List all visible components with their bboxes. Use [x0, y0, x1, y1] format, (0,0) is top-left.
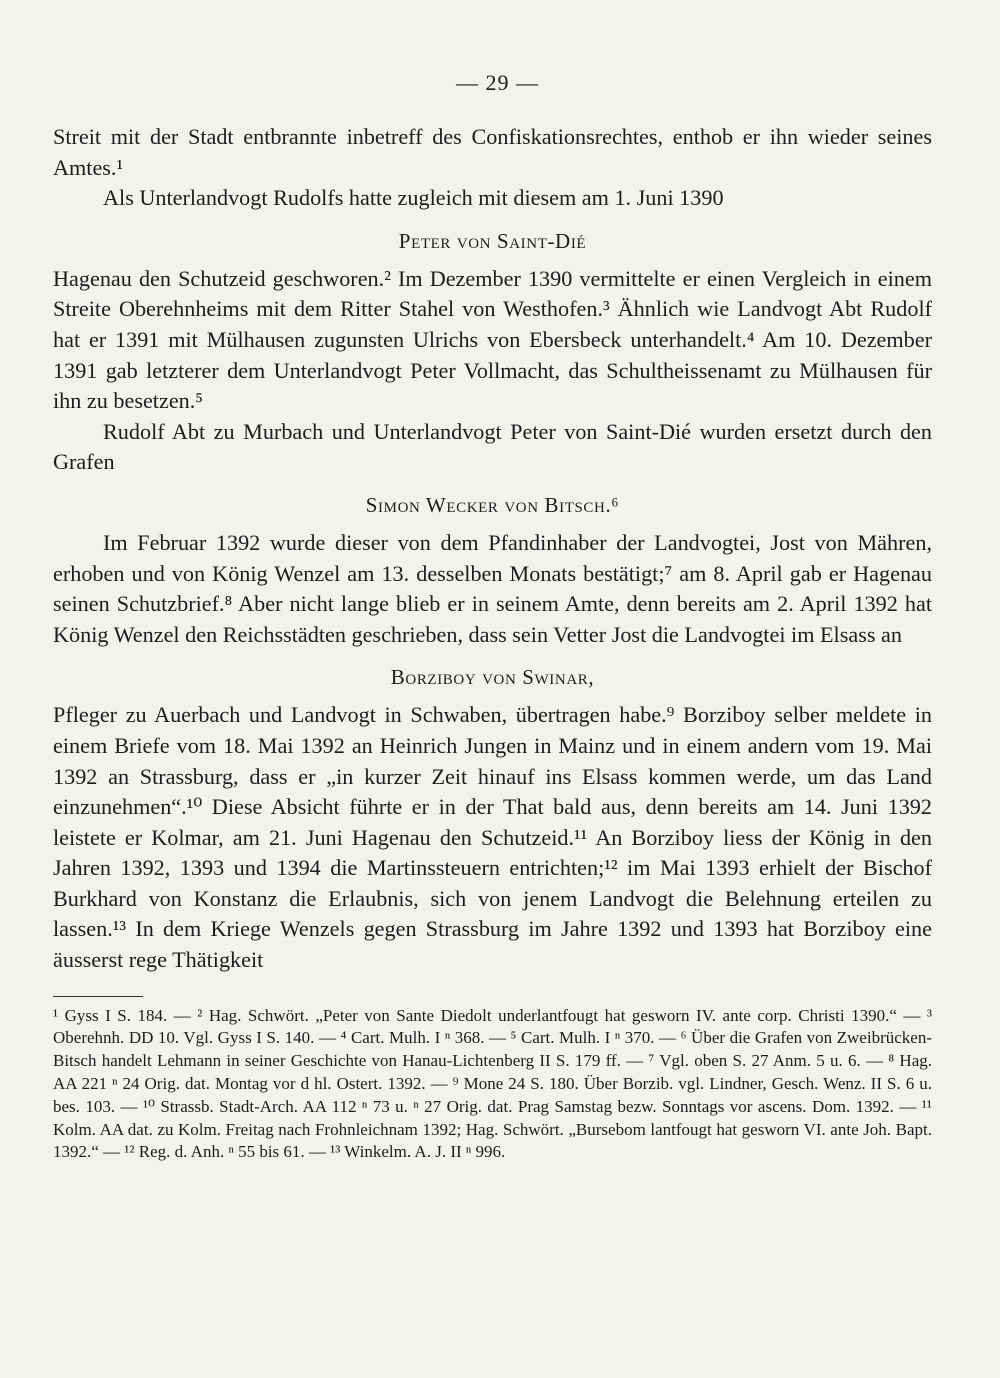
page-number: — 29 — [456, 70, 539, 95]
main-text [53, 122, 932, 976]
section-heading: Simon Wecker von Bitsch.⁶ [365, 492, 620, 517]
footnotes [53, 1005, 932, 1165]
paragraph: Hagenau den Schutzeid geschworen.² Im Dezember 1390 vermittelte er einen Vergleich in einem Streite Oberehnheims mit dem Ritter Stahel von Westhofen.³ Ähnlich wie Landvogt Abt Rudolf hat er 1391 mit Mülhausen zugunsten Ulrichs von Ebersbeck unterhandelt.⁴ Am 10. Dezember 1391 gab letzterer dem Unterlandvogt Peter Vollmacht, das Schultheissenamt zu Mülhausen für ihn zu besetzen.⁵ [53, 265, 932, 414]
paragraph: Rudolf Abt zu Murbach und Unterlandvogt Peter von Saint-Dié wurden ersetzt durch den Grafen [53, 418, 932, 475]
paragraph: Pfleger zu Auerbach und Landvogt in Schwaben, übertragen habe.⁹ Borziboy selber meldete in einem Briefe vom 18. Mai 1392 an Heinrich Jungen in Mainz und in einem andern vom 19. Mai 1392 an Strassburg, dass er „in kurzer Zeit hinauf ins Elsass kommen werde, um das Land einzunehmen“.¹⁰ Diese Absicht führte er in der That bald aus, denn bereits am 14. Juni 1392 leistete er Kolmar, am 21. Juni Hagenau den Schutzeid.¹¹ An Borziboy liess der König in den Jahren 1392, 1393 und 1394 die Martinssteuern entrichten;¹² im Mai 1393 erhielt der Bischof Burkhard von Konstanz die Erlaubnis, sich von jenem Landvogt die Belehnung erteilen zu lassen.¹³ In dem Kriege Wenzels gegen Strassburg im Jahre 1392 und 1393 hat Borziboy eine äusserst rege Thätigkeit [53, 702, 932, 973]
paragraph: Als Unterlandvogt Rudolfs hatte zugleich mit diesem am 1. Juni 1390 [103, 185, 724, 211]
paragraph: Streit mit der Stadt entbrannte inbetreff des Confiskationsrechtes, enthob er ihn wieder seines Amtes.¹ [53, 124, 932, 180]
footnote-text: ¹ Gyss I S. 184. — ² Hag. Schwört. „Peter von Sante Diedolt underlantfougt hat gesworn IV. ante corp. Christi 1390.“ — ³ Oberehnh. DD 10. Vgl. Gyss I S. 140. — ⁴ Cart. Mulh. I ⁿ 368. — ⁵ Cart. Mulh. I ⁿ 370. — ⁶ Über die Grafen von Zweibrücken-Bitsch handelt Lehmann in seiner Geschichte von Hanau-Lichtenberg II S. 179 ff. — ⁷ Vgl. oben S. 27 Anm. 5 u. 6. — ⁸ Hag. AA 221 ⁿ 24 Orig. dat. Montag vor d hl. Ostert. 1392. — ⁹ Mone 24 S. 180. Über Borzib. vgl. Lindner, Gesch. Wenz. II S. 6 u. bes. 103. — ¹⁰ Strassb. Stadt-Arch. AA 112 ⁿ 73 u. ⁿ 27 Orig. dat. Prag Samstag bezw. Sonntags vor ascens. Dom. 1392. — ¹¹ Kolm. AA dat. zu Kolm. Freitag nach Frohnleichnam 1392; Hag. Schwört. „Bursebom lantfougt hat gesworn VI. ante Joh. Bapt. 1392.“ — ¹² Reg. d. Anh. ⁿ 55 bis 61. — ¹³ Winkelm. A. J. II ⁿ 996. [53, 1005, 932, 1162]
footnote-divider [53, 996, 143, 997]
section-heading: Borziboy von Swinar, [390, 665, 595, 690]
paragraph: Im Februar 1392 wurde dieser von dem Pfandinhaber der Landvogtei, Jost von Mähren, erhoben und von König Wenzel am 13. desselben Monats bestätigt;⁷ am 8. April gab er Hagenau seinen Schutzbrief.⁸ Aber nicht lange blieb er in seinem Amte, denn bereits am 2. April 1392 hat König Wenzel den Reichsstädten geschrieben, dass sein Vetter Jost die Landvogtei im Elsass an [53, 529, 932, 647]
section-heading: Peter von Saint-Dié [398, 228, 587, 253]
